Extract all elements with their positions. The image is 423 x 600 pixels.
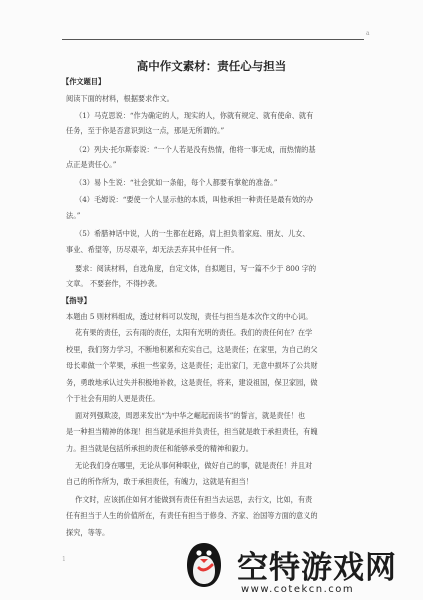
paragraph-line: 文章。 不要套作，不得抄袭。 xyxy=(66,279,162,288)
paragraph-line: 本题由 5 则材料组成，透过材料可以发现，责任与担当是本次作文的中心词。 xyxy=(66,312,313,321)
paragraph-line: （2）列夫·托尔斯泰说：“一个人若是没有热情，他将一事无成，而热情的基 xyxy=(75,145,316,154)
paragraph-line: （1）马克思说：“作为确定的人，现实的人，你就有规定、就有使命、就有 xyxy=(75,111,314,120)
paragraph-line: 自己的所作所为，敢于承担责任，有魄力，这就是有担当！ xyxy=(66,477,253,486)
paragraph-line: 探究，等等。 xyxy=(66,528,110,537)
watermark-url: www.cotekcn.com xyxy=(241,584,355,595)
paragraph-line: 事业、希望等，历尽艰辛，却无法丢弃其中任何一件。 xyxy=(66,245,239,254)
paragraph-line: 要求：阅读材料，自选角度，自定文体，自拟题目，写一篇不少于 800 字的 xyxy=(75,264,317,273)
penguin-logo-icon xyxy=(179,540,229,590)
paragraph-line: 点正是责任心。” xyxy=(66,160,117,169)
paragraph-line: 母长辈做一个苹果，承担一些家务，这是责任；走出家门，无意中损坏了公共财 xyxy=(66,361,318,370)
paragraph-line: 力。担当就是包括所承担的责任和能够承受的精神和毅力。 xyxy=(66,444,253,453)
paragraph-line: 作文时，应该抓住如何才能做到有责任有担当去运思，去行文，比如，有责 xyxy=(75,495,313,504)
paragraph-line: 任有担当于人生的价值所在，有责任有担当于修身、齐家、治国等方面的意义的 xyxy=(66,511,318,520)
section-heading-guide: 【指导】 xyxy=(62,296,91,305)
paragraph-line: 个于社会有用的人更是责任。 xyxy=(66,394,160,403)
paragraph-line: 务，勇敢地承认过失并积极地补救，这是责任，将来，建设祖国，保卫家园，做 xyxy=(66,378,318,387)
paragraph-line: （4）毛姆说：“要使一个人显示他的本质，叫他承担一种责任是最有效的办 xyxy=(75,195,314,204)
paragraph-line: （5）希腊神话中说，人的一生都在赶路，肩上担负着家庭、朋友、儿女、 xyxy=(75,229,310,238)
paragraph-line: 阅读下面的材料，根据要求作文。 xyxy=(66,94,174,103)
section-heading-prompt: 【作文题目】 xyxy=(62,77,106,86)
paragraph-line: 法。” xyxy=(66,211,81,220)
document-title: 高中作文素材：责任心与担当 xyxy=(136,59,287,73)
paragraph-line: 校里，我们努力学习，不断地积累和充实自己，这是责任；在家里，为自己的父 xyxy=(66,345,318,354)
paragraph-line: 花有果的责任，云有雨的责任，太阳有光明的责任。我们的责任何在？在学 xyxy=(75,328,313,337)
watermark-title: 空特游戏网 xyxy=(237,550,397,586)
paragraph-line: 是一种担当精神的体现！担当就是承担并负责任，担当就是敢于承担责任，有魄 xyxy=(66,427,318,436)
paragraph-line: 无论我们身在哪里，无论从事何种职业，做好自己的事，就是责任！并且对 xyxy=(75,461,313,470)
paragraph-line: 面对列强欺凌，周恩来发出“为中华之崛起而读书”的誓言，就是责任！也 xyxy=(75,411,306,420)
paragraph-line: （3）易卜生说：“社会犹如一条船，每个人都要有掌舵的准备。” xyxy=(75,178,278,187)
page-number: 1 xyxy=(62,556,66,563)
paragraph-line: 任务，至于你是否意识到这一点，那是无所谓的。” xyxy=(66,126,225,135)
corner-mark: a xyxy=(366,30,370,37)
site-watermark xyxy=(175,534,423,600)
